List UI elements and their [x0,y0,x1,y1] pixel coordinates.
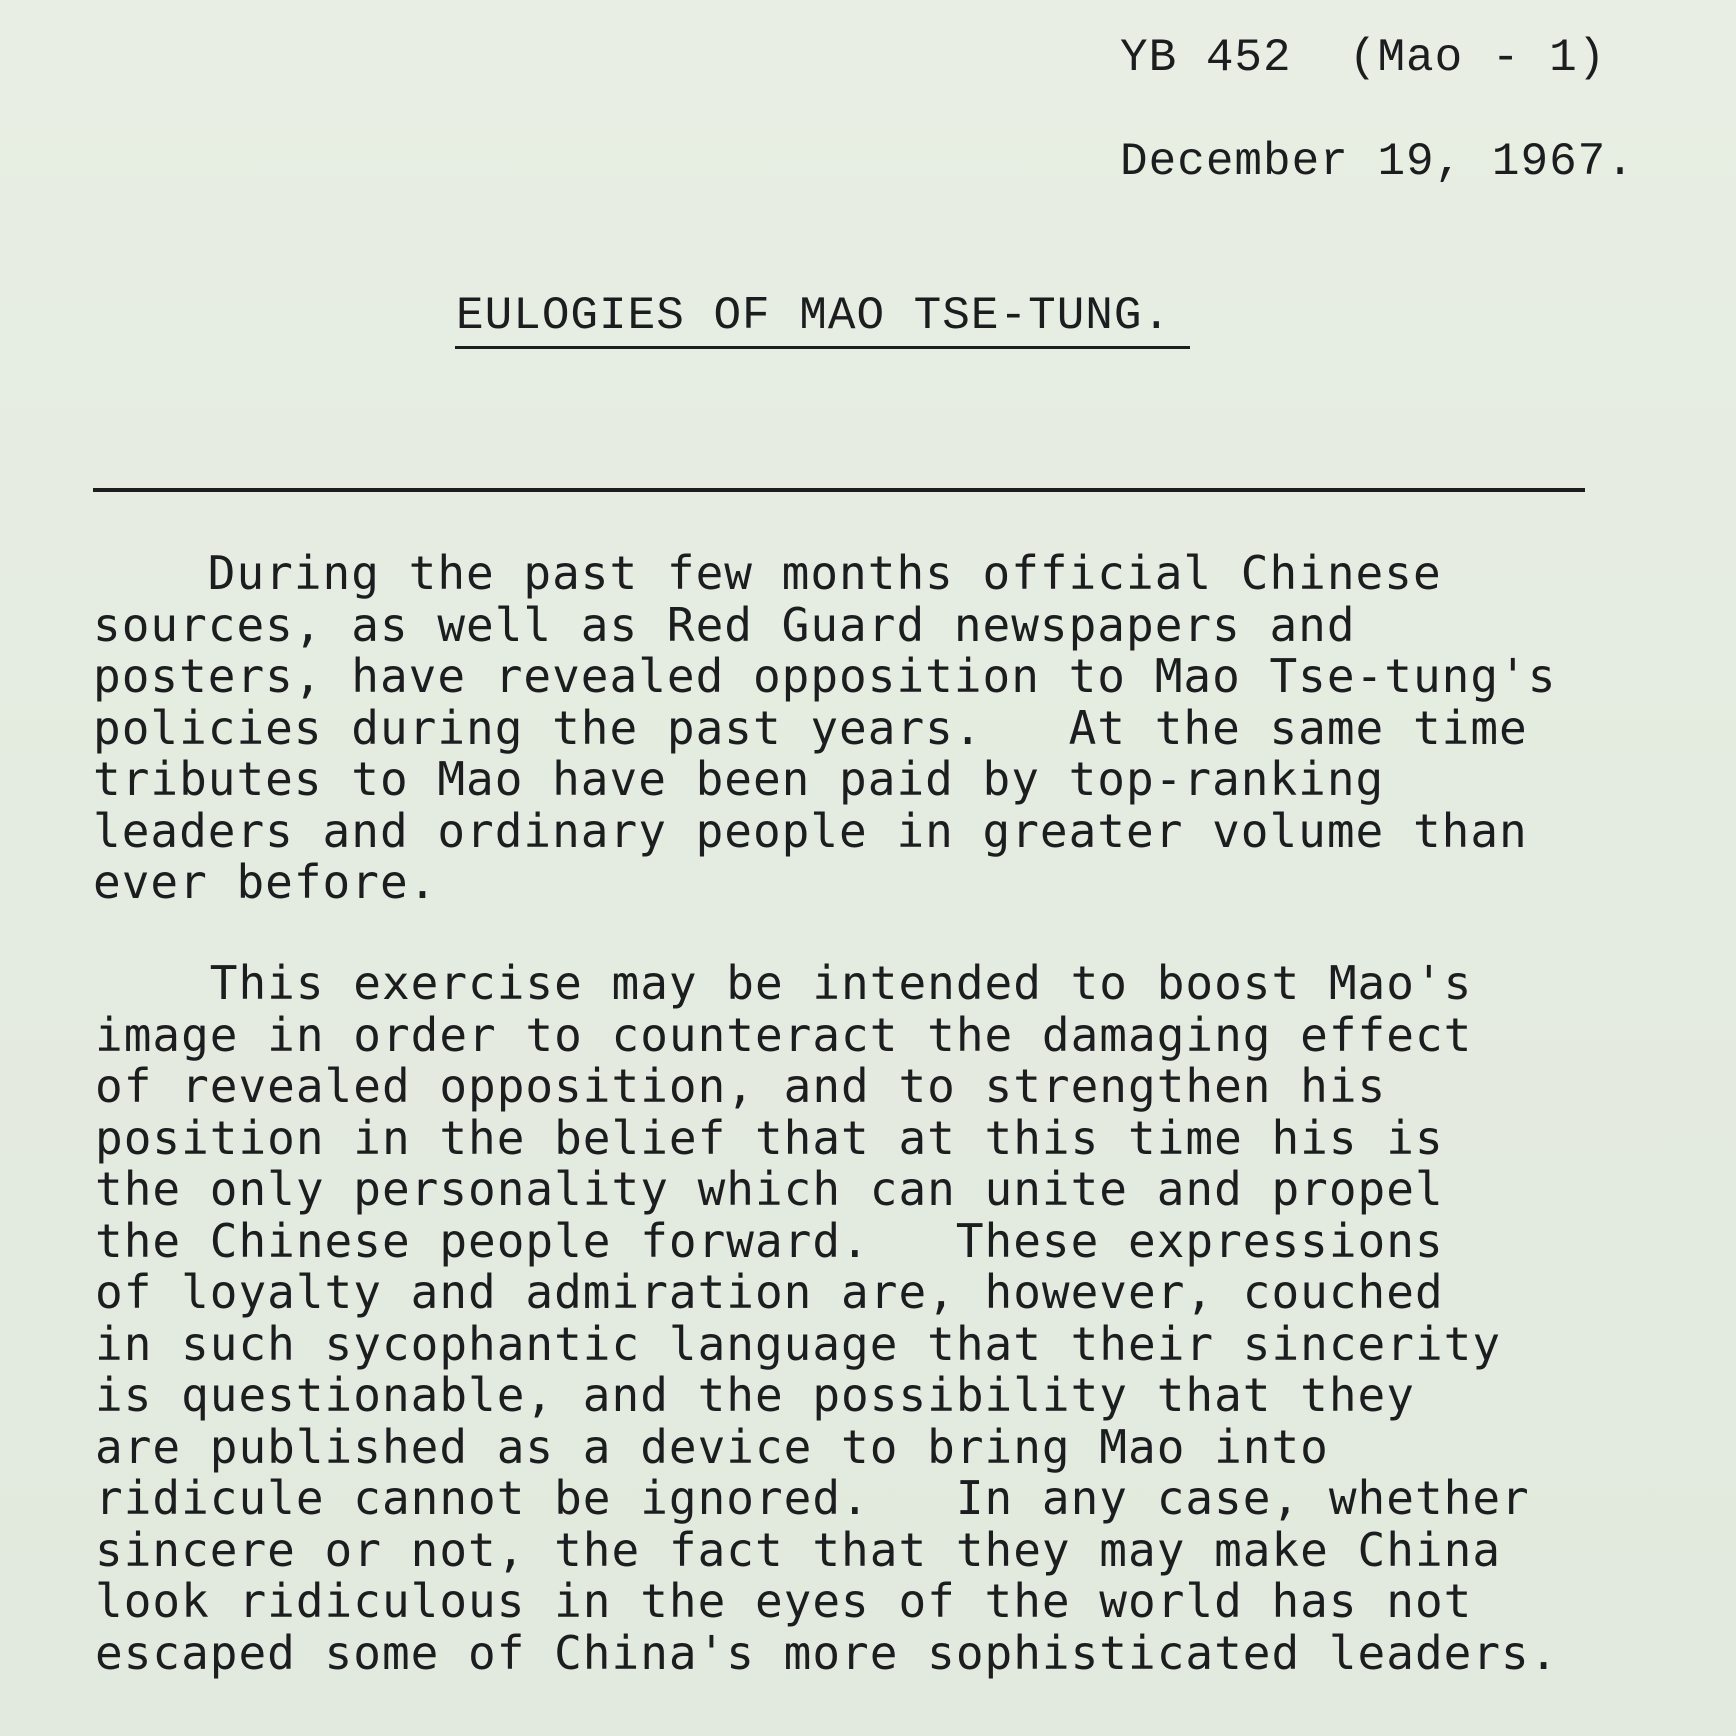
paragraph-line: tributes to Mao have been paid by top-ranking [93,752,1385,806]
paragraph-line: are published as a device to bring Mao into [95,1419,1329,1474]
document-title-period: . [1142,290,1172,342]
paragraph-line: the only personality which can unite and propel [95,1162,1444,1216]
paragraph-line: This exercise may be intended to boost Mao's [95,956,1473,1010]
document-date: December 19, 1967. [1120,136,1635,188]
paragraph-line: image in order to counteract the damaging effect [95,1007,1473,1062]
paragraph-line: During the past few months official Chinese [93,546,1442,600]
paragraph-line: leaders and ordinary people in greater volume than [93,803,1528,858]
paragraph-line: the Chinese people forward. These expressions [95,1213,1444,1268]
document-reference: YB 452 (Mao - 1) [1120,32,1607,84]
paragraph-2 [95,958,1558,1679]
paragraph-line: sincere or not, the fact that they may make China [95,1522,1502,1577]
paragraph-1 [93,548,1556,909]
paragraph-line: in such sycophantic language that their sincerity [95,1316,1502,1371]
paragraph-line: position in the belief that at this time his is [95,1110,1444,1165]
paragraph-line: of revealed opposition, and to strengthen his [95,1059,1387,1113]
paragraph-line: ever before. [93,855,438,909]
paragraph-line: posters, have revealed opposition to Mao Tse-tung's [93,649,1557,703]
paragraph-line: is questionable, and the possibility that they [95,1368,1415,1422]
paragraph-line: of loyalty and admiration are, however, couched [95,1265,1444,1319]
paragraph-line: sources, as well as Red Guard newspapers and [93,597,1356,652]
paragraph-line: look ridiculous in the eyes of the world has not [95,1574,1473,1628]
document-title: EULOGIES OF MAO TSE-TUNG [456,290,1143,342]
horizontal-rule [93,488,1585,492]
paragraph-line: escaped some of China's more sophisticated leaders. [95,1625,1559,1680]
document-title-block [456,290,1171,342]
paragraph-line: ridicule cannot be ignored. In any case, whether [95,1471,1530,1525]
paragraph-line: policies during the past years. At the same time [93,700,1528,755]
title-underline [455,346,1190,349]
